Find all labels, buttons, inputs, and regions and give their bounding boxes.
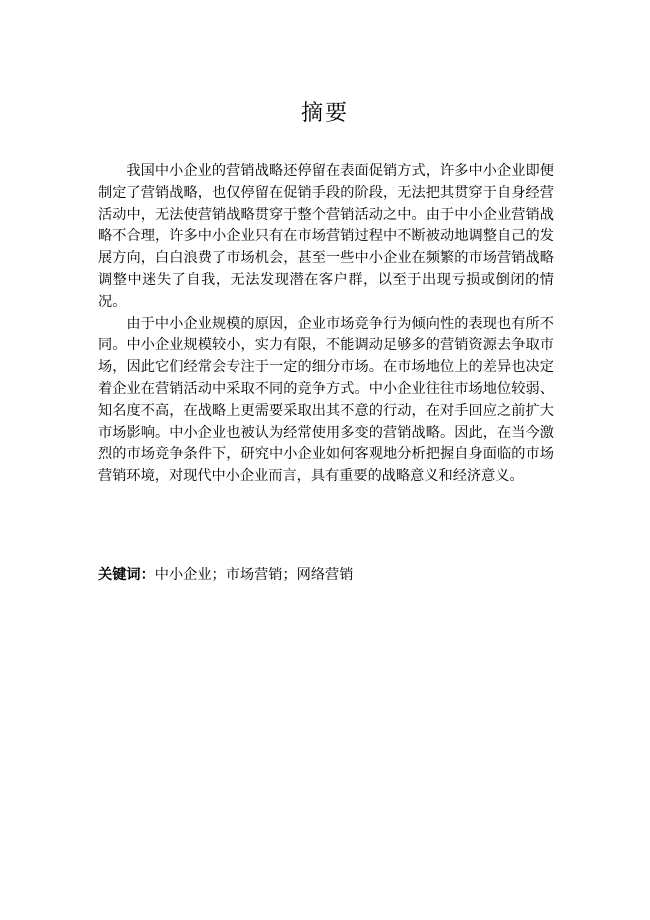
abstract-paragraph-1: 我国中小企业的营销战略还停留在表面促销方式，许多中小企业即便制定了营销战略，也仅停留在促销手段的阶段，无法把其贯穿于自身经营活动中，无法使营销战略贯穿于整个营销活动之中。由于中小企业营销战略不合理，许多中小企业只有在市场营销过程中不断被动地调整自己的发展方向，白白浪费了市场机会，甚至一些中小企业在频繁的市场营销战略调整中迷失了自我，无法发现潜在客户群，以至于出现亏损或倒闭的情况。 xyxy=(98,163,554,310)
abstract-body xyxy=(98,161,554,488)
abstract-paragraph-2: 由于中小企业规模的原因，企业市场竞争行为倾向性的表现也有所不同。中小企业规模较小，实力有限，不能调动足够多的营销资源去争取市场，因此它们经常会专注于一定的细分市场。在市场地位上的差异也决定着企业在营销活动中采取不同的竞争方式。中小企业往往市场地位较弱、知名度不高，在战略上更需要采取出其不意的行动，在对手回应之前扩大市场影响。中小企业也被认为经常使用多变的营销战略。因此，在当今激烈的市场竞争条件下，研究中小企业如何客观地分析把握自身面临的市场营销环境，对现代中小企业而言，具有重要的战略意义和经济意义。 xyxy=(98,315,554,485)
page-title: 摘要 xyxy=(300,101,349,126)
keywords-label: 关键词： xyxy=(98,567,155,583)
keywords-values: 中小企业；市场营销；网络营销 xyxy=(154,567,354,583)
keywords-line xyxy=(98,564,554,586)
